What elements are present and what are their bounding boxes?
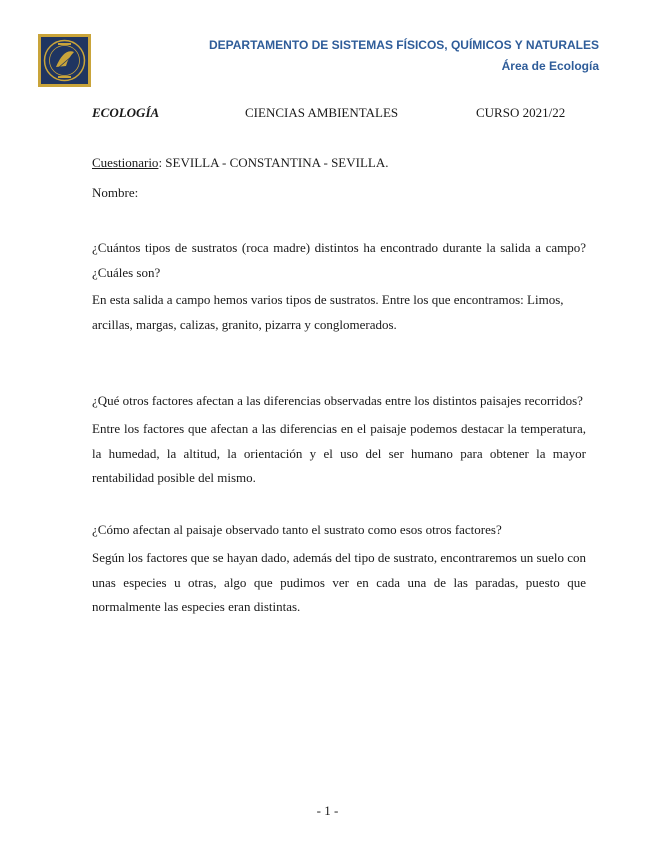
question-2: ¿Qué otros factores afectan a las diferencias observadas entre los distintos paisajes recorridos?	[92, 393, 583, 408]
question-1: ¿Cuántos tipos de sustratos (roca madre) distintos ha encontrado durante la salida a campo? ¿Cuáles son?	[92, 240, 586, 280]
name-label: Nombre:	[92, 185, 139, 200]
department-title: DEPARTAMENTO DE SISTEMAS FÍSICOS, QUÍMICOS Y NATURALES	[208, 38, 599, 52]
answer-1: En esta salida a campo hemos varios tipos de sustratos. Entre los que encontramos: Limos, arcillas, margas, calizas, granito, pizarra y conglomerados.	[92, 292, 564, 332]
questionnaire-title	[92, 151, 586, 175]
course-label: CIENCIAS AMBIENTALES	[245, 105, 399, 120]
subject-label: ECOLOGÍA	[92, 105, 160, 120]
question-3: ¿Cómo afectan al paisaje observado tanto el sustrato como esos otros factores?	[92, 522, 502, 537]
course-year-label: CURSO 2021/22	[476, 105, 566, 120]
page-number: - 1 -	[316, 803, 339, 818]
university-seal-icon	[38, 34, 91, 87]
department-area: Área de Ecología	[501, 59, 599, 73]
questionnaire-label: Cuestionario	[92, 155, 159, 170]
questionnaire-route: : SEVILLA - CONSTANTINA - SEVILLA.	[158, 155, 389, 170]
answer-3: Según los factores que se hayan dado, además del tipo de sustrato, encontraremos un suelo con unas especies u otras, algo que pudimos ver en cada una de las paradas, puesto que normalmente las especies eran distintas.	[92, 550, 586, 614]
answer-2: Entre los factores que afectan a las diferencias en el paisaje podemos destacar la temperatura, la humedad, la altitud, la orientación y el uso del ser humano para obtener la mayor rentabilidad posible del mismo.	[92, 421, 586, 485]
